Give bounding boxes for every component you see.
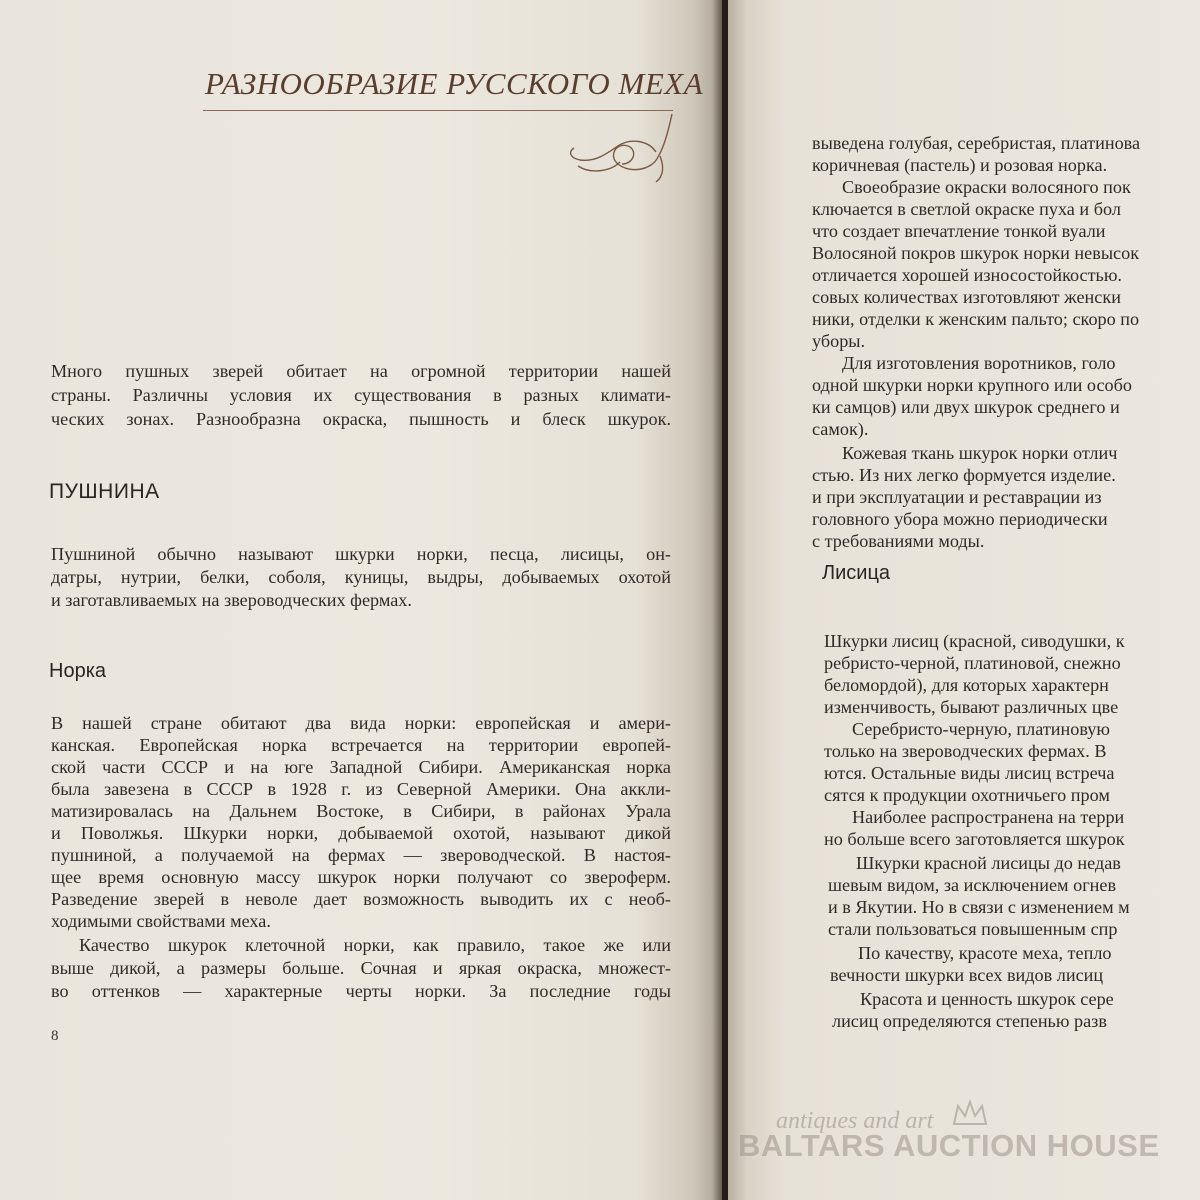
text-line: сятся к продукции охотничьего пром <box>824 785 1110 805</box>
watermark-brand: BALTARS AUCTION HOUSE <box>738 1128 1160 1163</box>
text-line: Для изготовления воротников, голо <box>842 353 1116 373</box>
text-line: и заготавливаемых на звероводческих фермах. <box>51 590 412 610</box>
text-line: Шкурки красной лисицы до недав <box>856 853 1121 873</box>
text-line: лисиц определяются степенью разв <box>832 1011 1107 1031</box>
right-page <box>728 0 1200 1200</box>
header-rule <box>203 110 673 111</box>
text-line: Волосяной покров шкурок норки невысок <box>812 243 1140 263</box>
text-line: Кожевая ткань шкурок норки отлич <box>842 443 1118 463</box>
text-line: и при эксплуатации и реставрации из <box>812 487 1102 507</box>
crown-watermark-icon <box>950 1098 990 1128</box>
text-line: канская. Европейская норка встречается на территории европей- <box>51 735 671 755</box>
text-line: Наиболее распространена на терри <box>852 807 1125 827</box>
text-line: стали пользоваться повышенным спр <box>828 919 1118 939</box>
text-line: Пушниной обычно называют шкурки норки, песца, лисицы, он- <box>51 544 671 564</box>
text-line: с требованиями моды. <box>812 531 985 551</box>
text-line: выведена голубая, серебристая, платинова <box>812 133 1141 153</box>
text-line: ются. Остальные виды лисиц встреча <box>824 763 1115 783</box>
text-line: Разведение зверей в неволе дает возможность выводить их с необ- <box>51 889 671 909</box>
page-number: 8 <box>51 1028 59 1044</box>
text-line: беломордой), для которых характерн <box>824 675 1109 695</box>
text-line: одной шкурки норки крупного или особо <box>812 375 1132 395</box>
subheading-norka: Норка <box>49 660 107 682</box>
text-line: щее время основную массу шкурок норки получают со звероферм. <box>51 867 671 887</box>
text-line: Своеобразие окраски волосяного пок <box>842 177 1131 197</box>
text-line: По качеству, красоте меха, тепло <box>858 943 1112 963</box>
text-line: но больше всего заготовляется шкурок <box>824 829 1125 849</box>
text-line: была завезена в СССР в 1928 г. из Северной Америки. Она аккли- <box>51 779 671 799</box>
text-line: пушниной, а получаемой на фермах — звероводческой. В настоя- <box>51 845 671 865</box>
text-line: изменчивость, бывают различных цве <box>824 697 1119 717</box>
subheading-lisitsa: Лисица <box>822 562 891 584</box>
text-line: ключается в светлой окраске пуха и бол <box>812 199 1121 219</box>
text-line: ской части СССР и на юге Западной Сибири. Американская норка <box>51 757 671 777</box>
section-heading-pushnina: ПУШНИНА <box>49 480 160 503</box>
text-line: выше дикой, а размеры больше. Сочная и яркая окраска, множест- <box>51 958 671 978</box>
text-line: стью. Из них легко формуется изделие. <box>812 465 1116 485</box>
text-line: коричневая (пастель) и розовая норка. <box>812 155 1108 175</box>
text-line: головного убора можно периодически <box>812 509 1108 529</box>
text-line: шевым видом, за исключением огнев <box>828 875 1117 895</box>
text-line: и Поволжья. Шкурки норки, добываемой охотой, называют дикой <box>51 823 671 843</box>
text-line: страны. Различны условия их существования в разных климати- <box>51 385 671 405</box>
text-line: Серебристо-черную, платиновую <box>852 719 1110 739</box>
text-line: Шкурки лисиц (красной, сиводушки, к <box>824 631 1125 651</box>
text-line: матизировалась на Дальнем Востоке, в Сибири, в районах Урала <box>51 801 671 821</box>
text-line: что создает впечатление тонкой вуали <box>812 221 1106 241</box>
flourish-ornament-icon <box>560 112 675 187</box>
text-line: только на звероводческих фермах. В <box>824 741 1107 761</box>
text-line: Много пушных зверей обитает на огромной территории нашей <box>51 361 671 381</box>
text-line: во оттенков — характерные черты норки. За последние годы <box>51 981 671 1001</box>
text-line: и в Якутии. Но в связи с изменением м <box>828 897 1130 917</box>
watermark-tagline: antiques and art <box>776 1108 934 1134</box>
text-line: отличается хорошей износостойкостью. <box>812 265 1122 285</box>
text-line: датры, нутрии, белки, соболя, куницы, выдры, добываемых охотой <box>51 567 671 587</box>
text-line: Качество шкурок клеточной норки, как правило, такое же или <box>79 935 671 955</box>
text-line: ники, отделки к женским пальто; скоро по <box>812 309 1140 329</box>
text-line: ребристо-черной, платиновой, снежно <box>824 653 1121 673</box>
text-line: вечности шкурки всех видов лисиц <box>830 965 1104 985</box>
text-line: совых количествах изготовляют женски <box>812 287 1121 307</box>
text-line: ки самцов) или двух шкурок среднего и <box>812 397 1120 417</box>
text-line: В нашей стране обитают два вида норки: европейская и амери- <box>51 713 671 733</box>
text-line: Красота и ценность шкурок сере <box>860 989 1114 1009</box>
text-line: ходимыми свойствами меха. <box>51 911 271 931</box>
text-line: самок). <box>812 419 869 439</box>
text-line: уборы. <box>812 331 866 351</box>
text-line: ческих зонах. Разнообразна окраска, пышность и блеск шкурок. <box>51 409 671 429</box>
running-title: РАЗНООБРАЗИЕ РУССКОГО МЕХА <box>205 66 704 101</box>
